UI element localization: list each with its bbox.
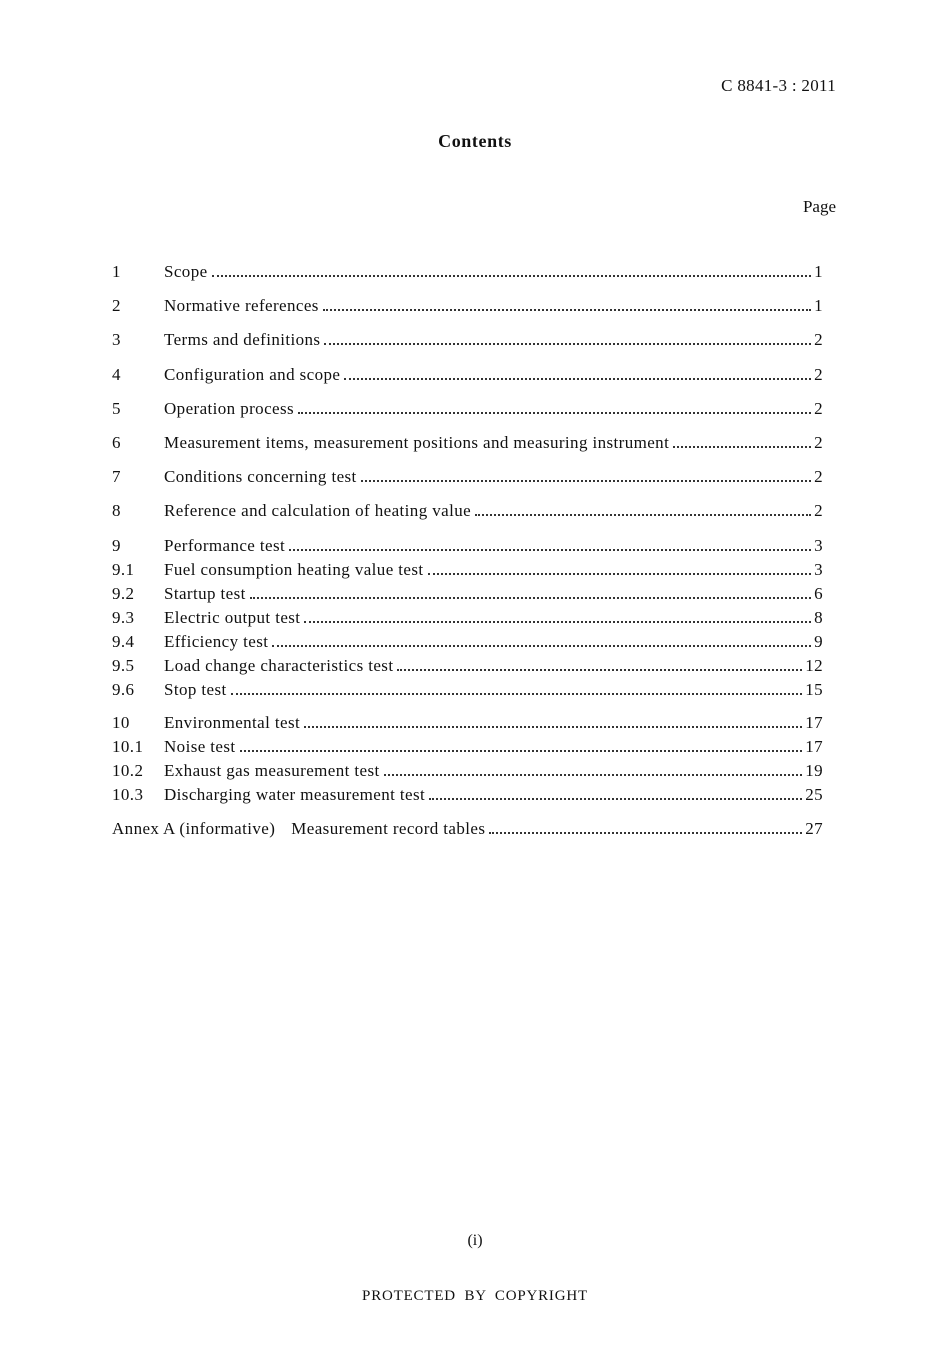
toc-entry-8[interactable]	[112, 497, 823, 521]
toc-entry-10-1[interactable]	[112, 733, 823, 757]
toc-entry-title: Environmental test	[164, 713, 301, 732]
toc-entry-title: Fuel consumption heating value test	[164, 560, 424, 579]
toc-entry-title: Noise test	[164, 737, 236, 756]
toc-entry-9-1[interactable]	[112, 556, 823, 580]
toc-entry-page: 2	[814, 330, 823, 349]
toc-entry-9[interactable]	[112, 532, 823, 556]
toc-entry-number: 8	[112, 501, 121, 520]
toc-entry-page: 19	[805, 761, 823, 780]
dot-leader	[212, 275, 812, 277]
toc-entry-title: Stop test	[164, 680, 227, 699]
toc-entry-page: 9	[814, 632, 823, 651]
dot-leader	[324, 343, 811, 345]
toc-entry-number: 9.3	[112, 608, 135, 627]
dot-leader	[240, 750, 803, 752]
toc-entry-number: 9	[112, 536, 121, 555]
toc-entry-page: 6	[814, 584, 823, 603]
toc-entry-page: 1	[814, 262, 823, 281]
toc-entry-1[interactable]	[112, 258, 823, 282]
toc-entry-title: Load change characteristics test	[164, 656, 394, 675]
toc-entry-title: Operation process	[164, 399, 295, 418]
toc-entry-page: 2	[814, 467, 823, 486]
toc-entry-page: 2	[814, 433, 823, 452]
toc-entry-title: Efficiency test	[164, 632, 269, 651]
toc-entry-9-6[interactable]	[112, 676, 823, 700]
annex-label: Annex A (informative)	[112, 819, 276, 838]
toc-entry-9-3[interactable]	[112, 604, 823, 628]
toc-entry-page: 15	[805, 680, 823, 699]
toc-entry-10-2[interactable]	[112, 757, 823, 781]
toc-entry-number: 2	[112, 296, 121, 315]
toc-entry-page: 17	[805, 737, 823, 756]
dot-leader	[428, 573, 812, 575]
toc-entry-page: 3	[814, 560, 823, 579]
toc-entry-number: 6	[112, 433, 121, 452]
toc-entry-page: 27	[805, 819, 823, 838]
toc-entry-title: Conditions concerning test	[164, 467, 357, 486]
toc-entry-title: Startup test	[164, 584, 246, 603]
toc-entry-title: Discharging water measurement test	[164, 785, 426, 804]
toc-entry-number: 5	[112, 399, 121, 418]
toc-entry-page: 3	[814, 536, 823, 555]
dot-leader	[289, 549, 811, 551]
toc-entry-number: 10.1	[112, 737, 144, 756]
toc-entry-2[interactable]	[112, 292, 823, 316]
toc-entry-title: Normative references	[164, 296, 319, 315]
dot-leader	[231, 693, 803, 695]
toc-entry-number: 9.2	[112, 584, 135, 603]
dot-leader	[272, 645, 811, 647]
toc-entry-page: 1	[814, 296, 823, 315]
toc-entry-title: Terms and definitions	[164, 330, 321, 349]
toc-entry-page: 2	[814, 399, 823, 418]
toc-entry-number: 7	[112, 467, 121, 486]
toc-entry-title: Scope	[164, 262, 208, 281]
dot-leader	[397, 669, 802, 671]
dot-leader	[304, 726, 802, 728]
toc-entry-number: 10.2	[112, 761, 144, 780]
toc-entry-9-2[interactable]	[112, 580, 823, 604]
toc-entry-title: Measurement record tables	[291, 819, 486, 838]
toc-entry-number: 10	[112, 713, 130, 732]
toc-entry-number: 9.1	[112, 560, 135, 579]
document-id: C 8841-3 : 2011	[721, 76, 836, 95]
toc-entry-9-5[interactable]	[112, 652, 823, 676]
dot-leader	[304, 621, 811, 623]
dot-leader	[344, 378, 811, 380]
toc-entry-10-3[interactable]	[112, 781, 823, 805]
toc-entry-page: 2	[814, 501, 823, 520]
toc-entry-title: Performance test	[164, 536, 286, 555]
toc-entry-7[interactable]	[112, 463, 823, 487]
toc-entry-number: 3	[112, 330, 121, 349]
toc-entry-number: 9.5	[112, 656, 135, 675]
dot-leader	[673, 446, 811, 448]
toc-entry-page: 2	[814, 365, 823, 384]
toc-entry-title: Measurement items, measurement positions and measuring instrument	[164, 433, 670, 452]
toc-entry-page: 12	[805, 656, 823, 675]
toc-entry-number: 9.6	[112, 680, 135, 699]
toc-entry-page: 25	[805, 785, 823, 804]
toc-entry-5[interactable]	[112, 395, 823, 419]
toc-entry-annex-a[interactable]	[112, 815, 823, 839]
toc-entry-number: 10.3	[112, 785, 144, 804]
toc-entry-number: 9.4	[112, 632, 135, 651]
dot-leader	[250, 597, 811, 599]
dot-leader	[323, 309, 811, 311]
toc-entry-10[interactable]	[112, 709, 823, 733]
toc-entry-title: Reference and calculation of heating value	[164, 501, 472, 520]
dot-leader	[384, 774, 803, 776]
toc-entry-number: 4	[112, 365, 121, 384]
dot-leader	[475, 514, 811, 516]
toc-entry-4[interactable]	[112, 361, 823, 385]
contents-title: Contents	[438, 131, 512, 151]
roman-page-number: (i)	[467, 1232, 483, 1249]
toc-entry-title: Electric output test	[164, 608, 301, 627]
toc-entry-number: 1	[112, 262, 121, 281]
toc-entry-6[interactable]	[112, 429, 823, 453]
dot-leader	[298, 412, 811, 414]
dot-leader	[361, 480, 811, 482]
page-column-heading: Page	[802, 197, 836, 216]
dot-leader	[489, 832, 802, 834]
toc-entry-page: 17	[805, 713, 823, 732]
toc-entry-page: 8	[814, 608, 823, 627]
toc-entry-title: Exhaust gas measurement test	[164, 761, 380, 780]
toc-entry-9-4[interactable]	[112, 628, 823, 652]
toc-entry-title: Configuration and scope	[164, 365, 341, 384]
toc-entry-3[interactable]	[112, 326, 823, 350]
dot-leader	[429, 798, 802, 800]
copyright-notice: PROTECTED BY COPYRIGHT	[362, 1288, 588, 1304]
